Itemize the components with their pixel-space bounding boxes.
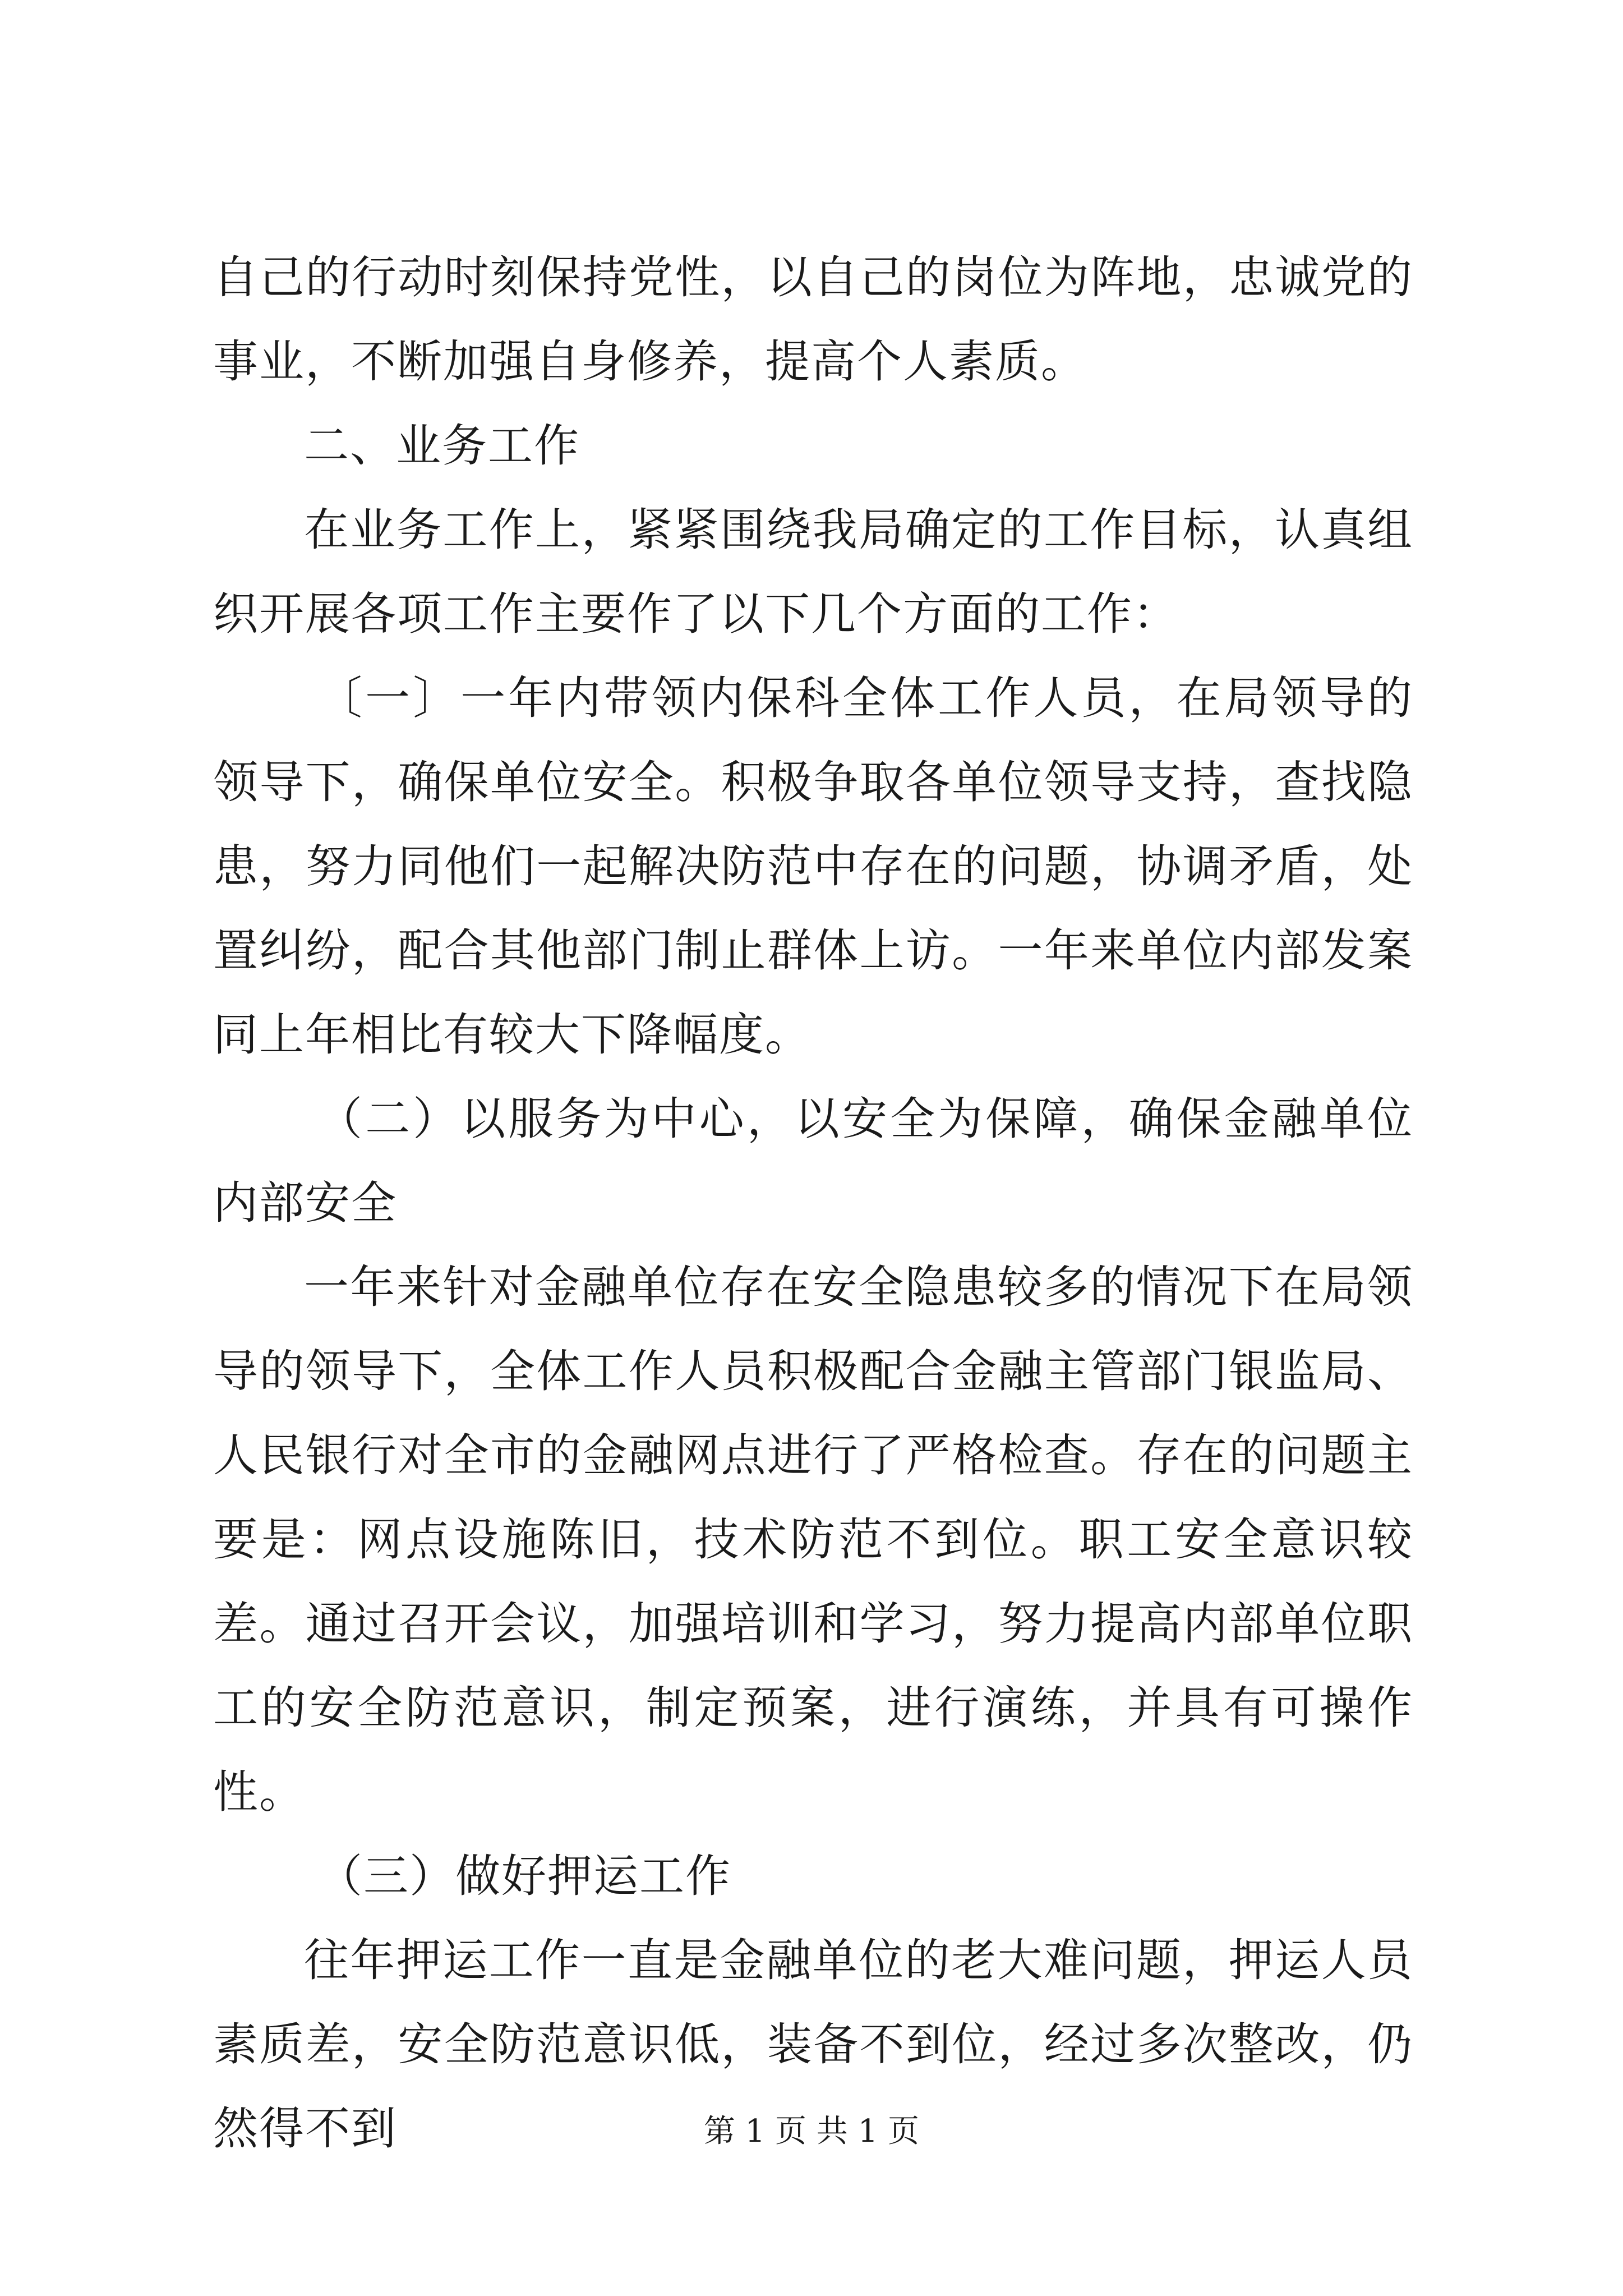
paragraph-item-two-body: 一年来针对金融单位存在安全隐患较多的情况下在局领导的领导下，全体工作人员积极配合金融主管部门银监局、人民银行对全市的金融网点进行了严格检查。存在的问题主要是：网点设施陈旧，技术防范不到位。职工安全意识较差。通过召开会议，加强培训和学习，努力提高内部单位职工的安全防范意识，制定预案，进行演练，并具有可操作性。 bbox=[213, 1261, 1413, 1818]
paragraph-item-three-body: 往年押运工作一直是金融单位的老大难问题，押运人员素质差，安全防范意识低，装备不到位，经过多次整改，仍然得不到 bbox=[213, 1934, 1413, 2155]
paragraph-business-intro: 在业务工作上，紧紧围绕我局确定的工作目标，认真组织开展各项工作主要作了以下几个方面的工作： bbox=[213, 504, 1413, 640]
paragraph-continuation: 自己的行动时刻保持党性，以自己的岗位为阵地，忠诚党的事业，不断加强自身修养，提高个人素质。 bbox=[213, 251, 1413, 388]
section-heading-business-work: 二、业务工作 bbox=[304, 420, 580, 472]
page-footer: 第 1 页 共 1 页 bbox=[703, 2113, 920, 2150]
paragraph-item-one: 〔一〕一年内带领内保科全体工作人员，在局领导的领导下，确保单位安全。积极争取各单位领导支持，查找隐患，努力同他们一起解决防范中存在的问题，协调矛盾，处置纠纷，配合其他部门制止群体上访。一年来单位内部发案同上年相比有较大下降幅度。 bbox=[213, 672, 1413, 1061]
subheading-item-two: （二）以服务为中心，以安全为保障，确保金融单位内部安全 bbox=[213, 1093, 1413, 1229]
subheading-item-three: （三）做好押运工作 bbox=[317, 1850, 731, 1902]
document-body bbox=[213, 236, 1413, 2171]
